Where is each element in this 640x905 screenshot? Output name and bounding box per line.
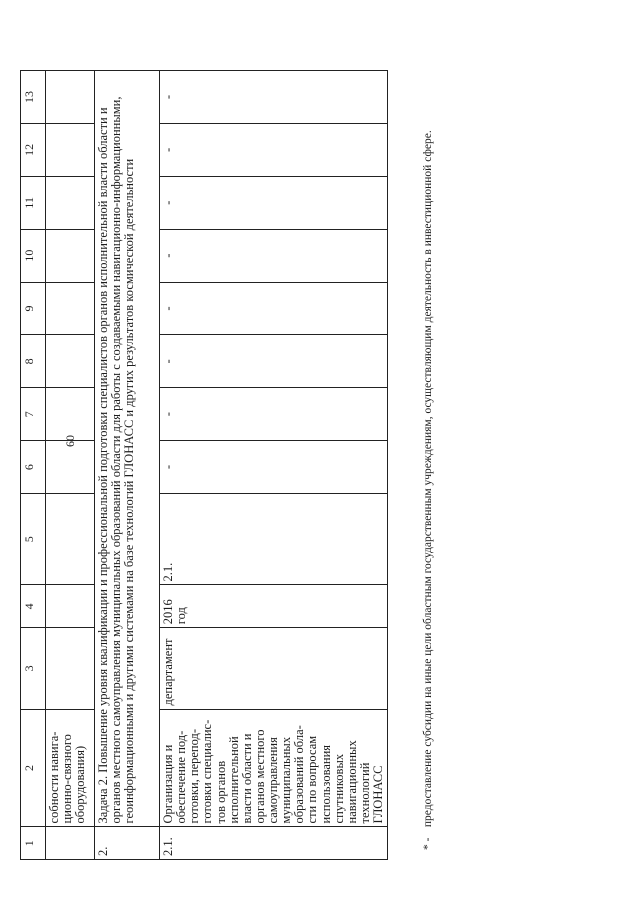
table-cell: - [160, 229, 388, 282]
header-cell: 10 [21, 229, 46, 282]
header-cell: 8 [21, 335, 46, 388]
header-cell: 11 [21, 176, 46, 229]
table-cell: - [160, 71, 388, 124]
footnote-text: предоставление субсидии на иные цели областным государственным учреждениям, осуществляющим деятельность в инвестиционной сфере. [422, 130, 434, 828]
header-cell: 9 [21, 282, 46, 335]
header-cell: 3 [21, 628, 46, 709]
table-cell: - [160, 123, 388, 176]
header-cell: 6 [21, 441, 46, 494]
table-cell: - [160, 441, 388, 494]
item-executor: департамент [160, 628, 388, 709]
program-table [20, 70, 388, 860]
table-row [46, 71, 95, 860]
table-row [160, 71, 388, 860]
item-period: 2016 год [160, 585, 388, 628]
header-cell: 7 [21, 388, 46, 441]
footnote [422, 90, 436, 850]
table-cell: - [160, 282, 388, 335]
header-row [21, 71, 46, 860]
table-cell: - [160, 176, 388, 229]
header-cell: 5 [21, 494, 46, 586]
page-number: 60 [63, 435, 77, 447]
table-cell: - [160, 388, 388, 441]
task-number: 2. [95, 827, 160, 860]
rotated-page-content [20, 60, 580, 860]
item-name: Организация и обеспечение под-готовки, перепод-готовки специалис-тов органов исполнительной власти области и органов местного самоуправления муниципальных образований обла-сти по вопросам использования спутниковых навигационных технологий ГЛОНАСС [160, 709, 388, 827]
item-indicator: 2.1. [160, 494, 388, 586]
header-cell: 13 [21, 71, 46, 124]
table-cell: собности навига-ционно-связного оборудования) [46, 709, 95, 827]
header-cell: 4 [21, 585, 46, 628]
task-text: Задача 2. Повышение уровня квалификации и профессиональной подготовки специалистов органов исполнительной власти области и органов местного самоуправления муниципальных образований области для работы с создаваемыми навигационно-информационными, геоинформационными и другими системами на базе технологий ГЛОНАСС и других результатов космической деятельности [95, 71, 160, 827]
header-cell: 12 [21, 123, 46, 176]
item-number: 2.1. [160, 827, 388, 860]
header-cell: 2 [21, 709, 46, 827]
table-cell: - [160, 335, 388, 388]
task-row [95, 71, 160, 860]
footnote-mark: * - [422, 837, 434, 850]
header-cell: 1 [21, 827, 46, 860]
